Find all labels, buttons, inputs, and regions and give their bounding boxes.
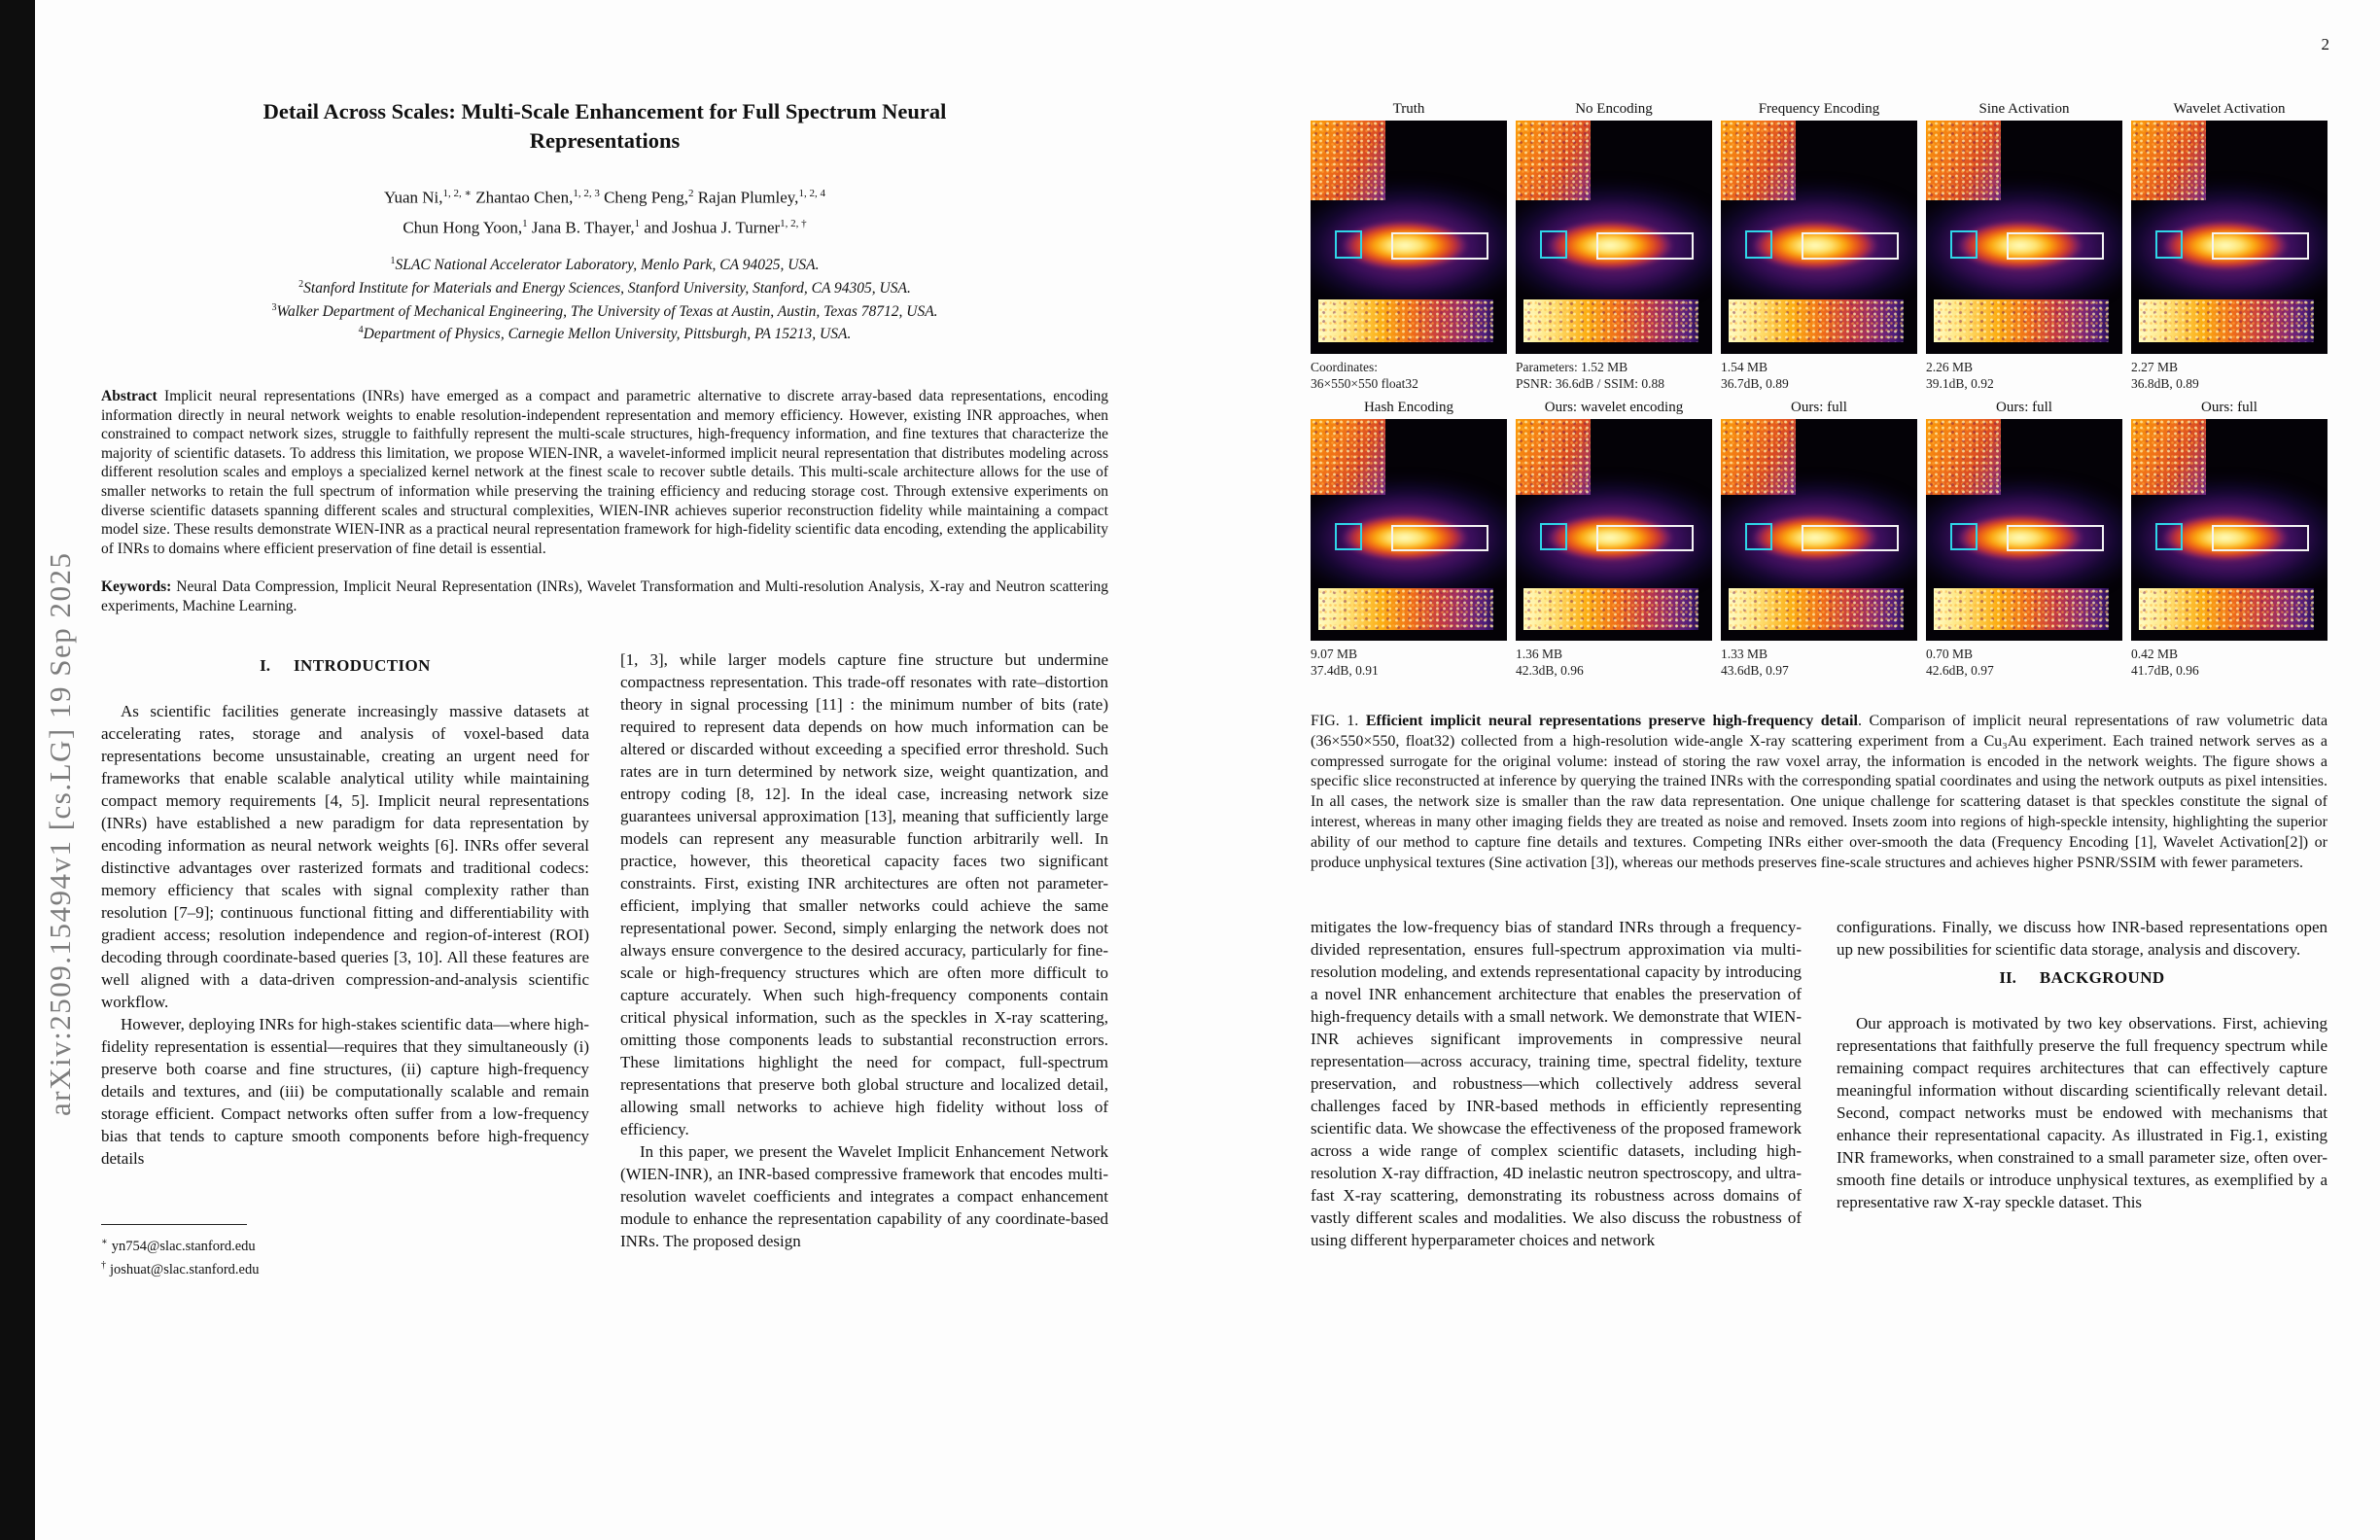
panel-stats <box>1721 359 1917 394</box>
figure-panel-frequency-encoding <box>1721 99 1917 394</box>
inset-zoom-bottom <box>2139 588 2314 629</box>
heatmap-image <box>1721 121 1917 354</box>
roi-box-cyan <box>1335 230 1362 259</box>
section-number: II. <box>1999 968 2016 988</box>
panel-title: Hash Encoding <box>1363 400 1454 415</box>
arxiv-watermark: arXiv:2509.15494v1 [cs.LG] 19 Sep 2025 <box>43 551 77 1116</box>
two-column-body <box>101 648 1108 1279</box>
abstract-text: Implicit neural representations (INRs) have emerged as a compact and parametric alternative to discrete array-based data representations, encoding information directly in neural network weights to enable resolution-independent representation and memory efficiency. However, existing INR approaches, when constrained to compact network sizes, struggle to faithfully represent the multi-scale structures, high-frequency information, and fine textures that characterize the majority of scientific datasets. To address this limitation, we propose WIEN-INR, a wavelet-informed implicit neural representation that distributes modeling across different resolution scales and employs a specialized kernel network at the finest scale to recover subtle details. This multi-scale architecture allows for the use of smaller networks to retain the full spectrum of information while preserving the training efficiency and reducing storage cost. Through extensive experiments on diverse scientific datasets spanning different scales and structural complexities, WIEN-INR achieves superior reconstruction fidelity while maintaining a compact model size. These results demonstrate WIEN-INR as a practical neural representation framework for high-fidelity scientific data encoding, extending the applicability of INRs to domains where efficient preservation of fine detail is essential. <box>101 387 1109 557</box>
inset-zoom-bottom <box>1729 588 1904 629</box>
panel-stat-line1: 2.26 MB <box>1926 360 1974 374</box>
panel-title: No Encoding <box>1575 101 1653 117</box>
section-title: INTRODUCTION <box>294 656 431 676</box>
panel-stat-line2: 37.4dB, 0.91 <box>1311 663 1379 678</box>
body-paragraph: configurations. Finally, we discuss how INR-based representations open up new possibilities for scientific data storage, analysis and discovery. <box>1837 918 2328 960</box>
heatmap-image <box>2131 121 2328 354</box>
affiliation <box>101 275 1108 298</box>
roi-box-cyan <box>1745 523 1772 550</box>
inset-zoom-topleft <box>1516 121 1591 200</box>
inset-zoom-topleft <box>1926 419 2001 495</box>
panel-title: Truth <box>1392 101 1425 117</box>
affiliation-index: 4 <box>358 325 364 336</box>
roi-box-cyan <box>1540 523 1567 550</box>
inset-zoom-bottom <box>1729 299 1904 342</box>
affiliation-list <box>101 252 1108 344</box>
panel-title: Ours: wavelet encoding <box>1544 400 1684 415</box>
figure-panel-sine-activation <box>1926 99 2122 394</box>
inset-zoom-topleft <box>1926 121 2001 200</box>
panel-stat-line2: PSNR: 36.6dB / SSIM: 0.88 <box>1516 376 1665 391</box>
figure-1 <box>1311 99 2328 681</box>
panel-stat-line1: Parameters: 1.52 MB <box>1516 360 1628 374</box>
panel-stat-line1: 1.36 MB <box>1516 647 1563 661</box>
paper-title <box>130 97 1079 156</box>
roi-box-white <box>1802 232 1899 260</box>
panel-stats <box>2131 646 2328 681</box>
figure-panel-no-encoding <box>1516 99 1712 394</box>
footnote-marker: † <box>101 1260 106 1272</box>
figure-panel-ours-full-2 <box>1926 398 2122 681</box>
panel-stat-line2: 36.7dB, 0.89 <box>1721 376 1789 391</box>
affiliation <box>101 252 1108 275</box>
roi-box-cyan <box>1745 230 1772 259</box>
panel-stat-line1: 2.27 MB <box>2131 360 2179 374</box>
author-affil-marks: 1, 2, 4 <box>798 188 825 199</box>
section-title: BACKGROUND <box>2039 968 2165 988</box>
keywords-label: Keywords: <box>101 578 172 596</box>
inset-zoom-topleft <box>1721 419 1796 495</box>
roi-box-cyan <box>2155 230 2183 259</box>
author: Yuan Ni, <box>384 188 443 207</box>
inset-zoom-topleft <box>2131 121 2206 200</box>
panel-stat-line1: 9.07 MB <box>1311 647 1358 661</box>
panel-stat-line2: 36.8dB, 0.89 <box>2131 376 2199 391</box>
footnote-email-link[interactable]: yn754@slac.stanford.edu <box>111 1239 256 1255</box>
left-page-column-2 <box>620 648 1108 1279</box>
keywords-text: Neural Data Compression, Implicit Neural Representation (INRs), Wavelet Transformation and Multi-resolution Analysis, X-ray and Neutron scattering experiments, Machine Learning. <box>101 578 1108 614</box>
panel-stat-line1: 1.54 MB <box>1721 360 1768 374</box>
page-number: 2 <box>2321 35 2329 53</box>
footnote-block <box>101 1224 589 1279</box>
author: Jana B. Thayer, <box>531 218 635 237</box>
figure-panel-ours-full-3 <box>2131 398 2328 681</box>
panel-title: Wavelet Activation <box>2173 101 2286 117</box>
author: Chun Hong Yoon, <box>402 218 523 237</box>
panel-stat-line2: 42.3dB, 0.96 <box>1516 663 1584 678</box>
abstract-label: Abstract <box>101 387 158 404</box>
author-affil-marks: 1, 2, ∗ <box>442 188 472 199</box>
body-paragraph: However, deploying INRs for high-stakes scientific data—where high-fidelity representation is essential—requires that they simultaneously (i) preserve both coarse and fine structures, (ii) capture high-frequency details and textures, and (iii) be computationally scalable and remain storage efficient. Compact networks often suffer from a low-frequency bias that tends to capture smooth components before high-frequency details <box>101 1015 589 1169</box>
panel-stats <box>1926 359 2122 394</box>
figure-row-2 <box>1311 398 2328 681</box>
panel-stat-line2: 43.6dB, 0.97 <box>1721 663 1789 678</box>
heatmap-image <box>2131 419 2328 641</box>
heatmap-image <box>1721 419 1917 641</box>
right-page <box>1311 58 2328 1251</box>
author-affil-marks: 1, 2, 3 <box>573 188 600 199</box>
inset-zoom-topleft <box>2131 419 2206 495</box>
roi-box-white <box>1802 525 1899 550</box>
panel-stats <box>1516 646 1712 681</box>
affiliation <box>101 321 1108 344</box>
panel-stats <box>1721 646 1917 681</box>
roi-box-cyan <box>1950 523 1978 550</box>
panel-stats <box>2131 359 2328 394</box>
inset-zoom-topleft <box>1311 121 1385 200</box>
inset-zoom-topleft <box>1721 121 1796 200</box>
figure-caption-bold: Efficient implicit neural representations preserve high-frequency detail <box>1365 713 1858 729</box>
affiliation <box>101 298 1108 322</box>
panel-stat-line1: Coordinates: <box>1311 360 1378 374</box>
panel-stats <box>1516 359 1712 394</box>
panel-stat-line2: 39.1dB, 0.92 <box>1926 376 1994 391</box>
body-paragraph: [1, 3], while larger models capture fine structure but undermine compactness representation. This trade-off resonates with rate–distortion theory in signal processing [11] : the minimum number of bits (rate) required to represent data depends on how much information can be altered or discarded without exceeding a specified error threshold. Such rates are in turn determined by network size, weight quantization, and entropy coding [8, 12]. In the ideal case, increasing network size guarantees universal approximation [13], meaning that sufficiently large models can represent any measurable function arbitrarily well. In practice, however, this theoretical capacity faces two significant constraints. First, existing INR architectures are often not parameter-efficient, implying that smaller networks could achieve the same representational power. Second, simply enlarging the network does not always ensure convergence to the desired accuracy, particularly for fine-scale or high-frequency structures which are often more difficult to capture accurately. When such high-frequency components contain critical physical information, such as the speckles in X-ray scattering, omitting those components leads to substantial reconstruction errors. These limitations highlight the need for compact, full-spectrum representations that preserve both global structure and localized detail, allowing small networks to achieve high fidelity without loss of efficiency. <box>620 650 1108 1139</box>
figure-row-1 <box>1311 99 2328 394</box>
keywords <box>101 578 1108 615</box>
body-paragraph: Our approach is motivated by two key observations. First, achieving representations that faithfully preserve the full frequency spectrum while remaining compact requires architectures that can effectively capture meaningful information without discarding scientifically relevant detail. Second, compact networks must be endowed with mechanisms that enhance their representational capacity. As illustrated in Fig.1, existing INR frameworks, when constrained to a small parameter size, often over-smooth fine details or introduce unphysical textures, as exemplified by a representative raw X-ray speckle dataset. This <box>1837 1014 2328 1212</box>
roi-box-white <box>1391 525 1488 550</box>
panel-stat-line1: 0.42 MB <box>2131 647 2179 661</box>
roi-box-white <box>2007 232 2104 260</box>
author-affil-marks: 1, 2, † <box>780 217 807 229</box>
figure-caption-label: FIG. 1. <box>1311 713 1359 729</box>
panel-stat-line1: 0.70 MB <box>1926 647 1974 661</box>
footnote <box>101 1233 589 1256</box>
inset-zoom-bottom <box>2139 299 2314 342</box>
affiliation-index: 2 <box>298 278 304 290</box>
affiliation-index: 3 <box>271 301 277 313</box>
affiliation-index: 1 <box>390 256 396 267</box>
scan-edge-strip <box>0 0 35 1540</box>
abstract <box>101 387 1108 558</box>
left-page-column-1 <box>101 648 589 1279</box>
figure-panel-ours-wavelet-encoding <box>1516 398 1712 681</box>
inset-zoom-bottom <box>1523 588 1698 629</box>
panel-stats <box>1926 646 2122 681</box>
panel-title: Ours: full <box>2201 400 2258 415</box>
panel-title: Frequency Encoding <box>1758 101 1880 117</box>
inset-zoom-bottom <box>1523 299 1698 342</box>
author-affil-marks: 1 <box>634 217 641 229</box>
title-line-2: Representations <box>529 128 681 153</box>
roi-box-cyan <box>1950 230 1978 259</box>
footnote <box>101 1256 589 1279</box>
inset-zoom-bottom <box>1934 299 2109 342</box>
author-list <box>101 181 1108 240</box>
heatmap-image <box>1516 419 1712 641</box>
panel-title: Ours: full <box>1791 400 1847 415</box>
figure-caption <box>1311 712 2328 873</box>
body-paragraph: In this paper, we present the Wavelet Implicit Enhancement Network (WIEN-INR), an INR-based compressive framework that encodes multi-resolution wavelet coefficients and integrates a compact enhancement module to enhance the representation capability of any coordinate-based INRs. The proposed design <box>620 1142 1108 1251</box>
roi-box-cyan <box>1335 523 1362 550</box>
figure-panel-truth <box>1311 99 1507 394</box>
right-page-column-1 <box>1311 916 1802 1251</box>
affiliation-text: Department of Physics, Carnegie Mellon University, Pittsburgh, PA 15213, USA. <box>363 326 852 343</box>
body-paragraph: mitigates the low-frequency bias of standard INRs through a frequency-divided representation, ensures full-spectrum approximation via multi-resolution modeling, and extends representational capacity by introducing a novel INR enhancement architecture that enables the preservation of high-frequency details with a small network. We demonstrate that WIEN-INR achieves significant improvements in compressive neural representation—across accuracy, training time, spectral fidelity, texture preservation, and robustness—which collectively address several challenges faced by INR-based methods in efficiently representing scientific data. We showcase the effectiveness of the proposed framework across a wide range of complex scientific datasets, including high-resolution X-ray diffraction, 4D inelastic neutron spectroscopy, and ultra-fast X-ray scattering, demonstrating its robustness across domains of vastly different scales and modalities. We also discuss the robustness of using different hyperparameter choices and network <box>1311 918 1802 1250</box>
author-row <box>101 211 1108 241</box>
affiliation-text: Stanford Institute for Materials and Energy Sciences, Stanford University, Stanford, CA 94305, USA. <box>303 280 911 298</box>
panel-stats <box>1311 646 1507 681</box>
heatmap-image <box>1311 419 1507 641</box>
roi-box-cyan <box>1540 230 1567 259</box>
author: Cheng Peng, <box>604 188 688 207</box>
heatmap-image <box>1516 121 1712 354</box>
inset-zoom-topleft <box>1516 419 1591 495</box>
inset-zoom-topleft <box>1311 419 1385 495</box>
roi-box-white <box>2212 232 2309 260</box>
footnote-marker: ∗ <box>101 1237 108 1248</box>
inset-zoom-bottom <box>1318 299 1493 342</box>
section-number: I. <box>260 656 271 676</box>
roi-box-white <box>1596 232 1694 260</box>
right-page-column-2 <box>1837 916 2328 1251</box>
panel-stat-line2: 41.7dB, 0.96 <box>2131 663 2199 678</box>
author-row <box>101 181 1108 211</box>
inset-zoom-bottom <box>1934 588 2109 629</box>
author: Rajan Plumley, <box>697 188 799 207</box>
panel-stat-line2: 42.6dB, 0.97 <box>1926 663 1994 678</box>
panel-stats <box>1311 359 1507 394</box>
affiliation-text: Walker Department of Mechanical Engineering, The University of Texas at Austin, Austin, Texas 78712, USA. <box>276 302 938 320</box>
roi-box-white <box>2007 525 2104 550</box>
title-line-1: Detail Across Scales: Multi-Scale Enhancement for Full Spectrum Neural <box>262 99 947 123</box>
figure-caption-text: . Comparison of implicit neural representations of raw volumetric data (36×550×550, float32) collected from a high-resolution wide-angle X-ray scattering experiment from a Cu₃Au experiment. Each trained network serves as a compressed surrogate for the original volume: instead of storing the raw voxel array, the information is encoded in the network weights. The figure shows a specific slice reconstructed at inference by querying the trained INRs with the corresponding spatial coordinates and using the network outputs as pixel intensities. In all cases, the network size is smaller than the raw data representation. One unique challenge for scattering dataset is that speckles constitute the signal of interest, whereas in many other imaging fields they are treated as noise and removed. Insets zoom into regions of high-speckle intensity, highlighting the superior ability of our method to capture fine details and textures. Competing INRs either over-smooth the data (Frequency Encoding [1], Wavelet Activation[2]) or produce unphysical textures (Sine activation [3]), whereas our methods preserves fine-scale structures and achieves higher PSNR/SSIM with fewer parameters. <box>1311 713 2328 871</box>
roi-box-white <box>1596 525 1694 550</box>
section-heading-background <box>1837 966 2328 989</box>
panel-stat-line1: 1.33 MB <box>1721 647 1768 661</box>
heatmap-image <box>1926 419 2122 641</box>
panel-title: Ours: full <box>1996 400 2052 415</box>
author-affil-marks: 1 <box>522 217 528 229</box>
inset-zoom-bottom <box>1318 588 1493 629</box>
affiliation-text: SLAC National Accelerator Laboratory, Menlo Park, CA 94025, USA. <box>395 257 820 274</box>
two-column-body <box>1311 916 2328 1251</box>
roi-box-white <box>1391 232 1488 260</box>
footnote-rule <box>101 1224 247 1225</box>
figure-panel-hash-encoding <box>1311 398 1507 681</box>
author-affil-marks: 2 <box>687 188 694 199</box>
panel-stat-line2: 36×550×550 float32 <box>1311 376 1418 391</box>
body-paragraph: As scientific facilities generate increasingly massive datasets at accelerating rates, storage and analysis of voxel-based data representations become unsustainable, creating an urgent need for frameworks that enable scalable analytical utility while maintaining compact memory requirements [4, 5]. Implicit neural representations (INRs) have established a new paradigm for data representation by encoding information as neural network weights [6]. INRs offer several distinctive advantages over rasterized formats and traditional codecs: memory efficiency that scales with signal complexity rather than resolution [7–9]; continuous functional fitting and differentiability with gradient access; resolution independence and region-of-interest (ROI) decoding through coordinate-based queries [3, 10]. All these features are well aligned with a data-driven compression-and-analysis scientific workflow. <box>101 702 589 1012</box>
left-page <box>101 58 1108 1279</box>
roi-box-white <box>2212 525 2309 550</box>
figure-panel-wavelet-activation <box>2131 99 2328 394</box>
author: Zhantao Chen, <box>475 188 574 207</box>
author: and Joshua J. Turner <box>644 218 781 237</box>
section-heading-introduction <box>101 654 589 677</box>
heatmap-image <box>1926 121 2122 354</box>
heatmap-image <box>1311 121 1507 354</box>
figure-panel-ours-full-1 <box>1721 398 1917 681</box>
footnote-email-link[interactable]: joshuat@slac.stanford.edu <box>110 1262 260 1278</box>
roi-box-cyan <box>2155 523 2183 550</box>
panel-title: Sine Activation <box>1978 101 2070 117</box>
